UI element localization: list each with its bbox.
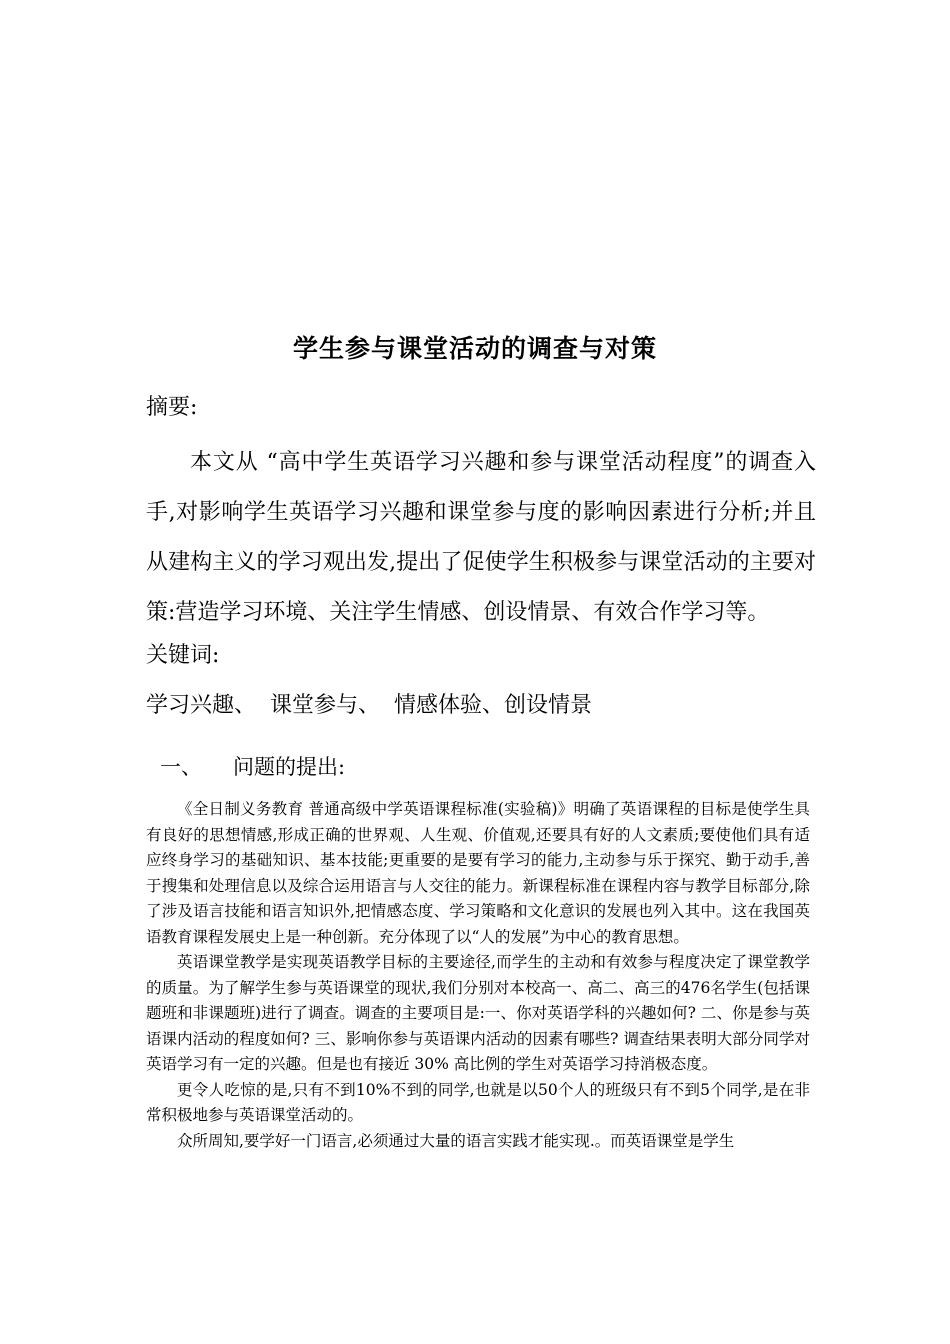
section-heading	[160, 751, 345, 783]
abstract-heading: 摘要:	[146, 395, 198, 420]
body-paragraph: 《全日制义务教育 普通高级中学英语课程标准(实验稿)》明确了英语课程的目标是使学生具有良好的思想情感,形成正确的世界观、人生观、价值观,还要具有好的人文素质;要使他们具有适应终身学习的基础知识、基本技能;更重要的是要有学习的能力,主动参与乐于探究、勤于动手,善于搜集和处理信息以及综合运用语言与人交往的能力。新课程标准在课程内容与教学目标部分,除了涉及语言技能和语言知识外,把情感态度、学习策略和文化意识的发展也列入其中。这在我国英语教育课程发展史上是一种创新。充分体现了以“人的发展”为中心的教育思想。	[146, 800, 810, 946]
document-title: 学生参与课堂活动的调查与对策	[292, 334, 657, 363]
body-paragraph: 更令人吃惊的是,只有不到10%不到的同学,也就是以50个人的班级只有不到5个同学,是在非常积极地参与英语课堂活动的。	[146, 1080, 810, 1124]
abstract-body: 本文从 “高中学生英语学习兴趣和参与课堂活动程度”的调查入手,对影响学生英语学习兴趣和课堂参与度的影响因素进行分析;并且从建构主义的学习观出发,提出了促使学生积极参与课堂活动的主要对策:营造学习环境、关注学生情感、创设情景、有效合作学习等。	[146, 450, 816, 625]
body-paragraph: 众所周知,要学好一门语言,必须通过大量的语言实践才能实现.。而英语课堂是学生	[177, 1131, 735, 1150]
keywords-list: 学习兴趣、 课堂参与、 情感体验、创设情景	[146, 693, 592, 718]
section-body	[146, 797, 810, 1154]
section-title: 问题的提出:	[233, 755, 346, 779]
keywords-heading: 关键词:	[146, 643, 220, 668]
section-number: 一、	[160, 755, 202, 779]
body-paragraph: 英语课堂教学是实现英语教学目标的主要途径,而学生的主动和有效参与程度决定了课堂教学的质量。为了解学生参与英语课堂的现状,我们分别对本校高一、高二、高三的476名学生(包括课题班和非课题班)进行了调查。调查的主要项目是:一、你对英语学科的兴趣如何? 二、你是参与英语课内活动的程度如何? 三、影响你参与英语课内活动的因素有哪些? 调查结果表明大部分同学对英语学习有一定的兴趣。但是也有接近 30% 高比例的学生对英语学习持消极态度。	[146, 953, 810, 1073]
